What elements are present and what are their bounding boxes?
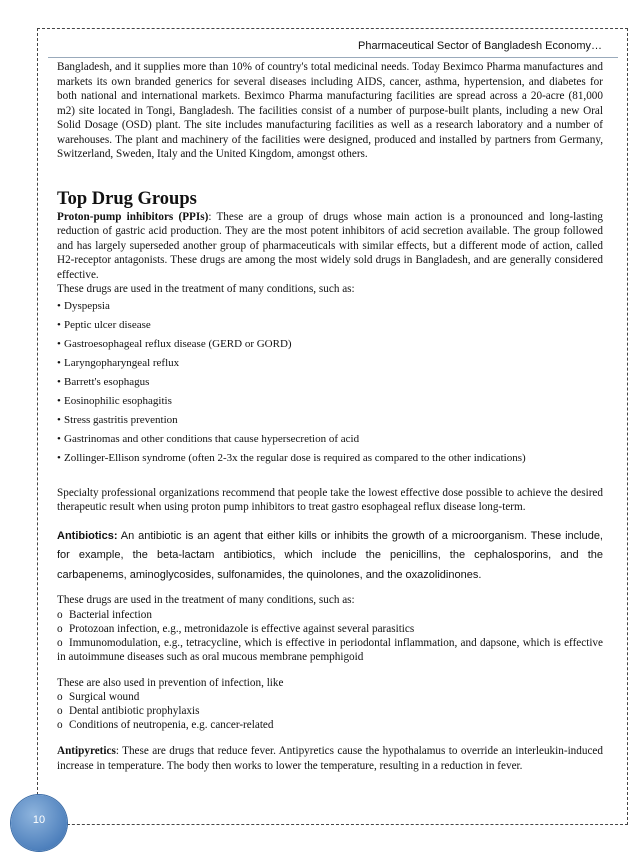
bullet-glyph: •: [57, 451, 61, 464]
circle-bullet: o: [57, 719, 63, 731]
circle-bullet: o: [57, 636, 63, 649]
list-item: o Protozoan infection, e.g., metronidazole is effective against several parasitics: [57, 622, 415, 635]
bullet-glyph: •: [57, 318, 61, 331]
list-item: • Stress gastritis prevention: [57, 411, 603, 430]
bullet-glyph: •: [57, 375, 61, 388]
header-rule: [48, 57, 618, 58]
antibiotics-lead: Antibiotics:: [57, 529, 118, 542]
running-header: Pharmaceutical Sector of Bangladesh Economy…: [358, 40, 602, 52]
antibiotics-paragraph: [57, 527, 603, 586]
ppi-text: : These are a group of drugs whose main action is a pronounced and long-lasting reduction of gastric acid production. They are the most potent inhibitors of acid secretion available. The group followed and has largely superseded another group of pharmaceuticals with similar effects, but a different mode of action, called H2-receptor antagonists. These drugs are among the most widely sold drugs in Bangladesh, and are generally considered effective.: [57, 210, 603, 281]
antibiotics-conditions-list: [57, 608, 603, 664]
ppi-uses-intro: These drugs are used in the treatment of many conditions, such as:: [57, 283, 355, 295]
list-item: o Dental antibiotic prophylaxis: [57, 705, 200, 717]
antipyretics-text: : These are drugs that reduce fever. Antipyretics cause the hypothalamus to override an interleukin-induced increase in temperature. The body then works to lower the temperature, resulting in a reduction in fever.: [57, 745, 603, 772]
circle-bullet: o: [57, 608, 63, 621]
section-heading: Top Drug Groups: [57, 188, 197, 209]
list-item: • Gastrinomas and other conditions that cause hypersecretion of acid: [57, 430, 603, 449]
list-item: o Surgical wound: [57, 691, 140, 703]
antipyretics-lead: Antipyretics: [57, 745, 116, 757]
list-item: • Dyspepsia: [57, 297, 603, 316]
intro-paragraph: Bangladesh, and it supplies more than 10% of country's total medicinal needs. Today Beximco Pharma manufactures and markets its own branded generics for several diseases including AIDS, cancer, asthma, hypertension, and diabetes for both national and international markets. Beximco Pharma manufacturing facilities are spread across a 20-acre (81,000 m2) site located in Tongi, Bangladesh. The facilities consist of a number of purpose-built plants, including a new Oral Solid Dosage (OSD) plant. The site includes manufacturing facilities as well as a research laboratory and a number of warehouses. The plant and machinery of the facilities were designed, produced and installed by partners from Germany, Switzerland, Sweden, Italy and the United Kingdom, amongst others.: [57, 61, 603, 160]
list-item: • Eosinophilic esophagitis: [57, 392, 603, 411]
circle-bullet: o: [57, 705, 63, 717]
bullet-glyph: •: [57, 432, 61, 445]
bullet-glyph: •: [57, 394, 61, 407]
ppi-conditions-list: [57, 297, 603, 468]
page-number-badge: [11, 795, 67, 851]
antibiotics-text: An antibiotic is an agent that either kills or inhibits the growth of a microorganism. These include, for example, the beta-lactam antibiotics, which include the penicillins, the cephalosporins, and the carbapenems, aminoglycosides, sulfonamides, the quinolones, and the oxazolidinones.: [57, 529, 603, 581]
antipyretics-paragraph: [57, 744, 603, 773]
ppi-lead: Proton-pump inhibitors (PPIs): [57, 210, 209, 223]
bullet-glyph: •: [57, 356, 61, 369]
ppi-paragraph: [57, 210, 603, 283]
list-item: o Conditions of neutropenia, e.g. cancer-related: [57, 719, 274, 731]
circle-bullet: o: [57, 622, 63, 635]
bullet-glyph: •: [57, 413, 61, 426]
page-number: 10: [32, 814, 46, 826]
prevention-list: [57, 690, 603, 732]
list-item: • Barrett's esophagus: [57, 373, 603, 392]
list-item: • Gastroesophageal reflux disease (GERD or GORD): [57, 335, 603, 354]
list-item: • Laryngopharyngeal reflux: [57, 354, 603, 373]
prevention-intro: These are also used in prevention of infection, like: [57, 676, 284, 689]
list-item: o Immunomodulation, e.g., tetracycline, which is effective in periodontal inflammation, and dapsone, which is effective in autoimmune diseases such as oral mucous membrane pemphigoid: [57, 636, 603, 663]
ppi-recommendation: Specialty professional organizations recommend that people take the lowest effective dose possible to achieve the desired therapeutic result when using proton pump inhibitors to treat gastro esophageal reflux disease long-term.: [57, 486, 603, 513]
page-content: [57, 60, 603, 773]
bullet-glyph: •: [57, 337, 61, 350]
list-item: • Zollinger-Ellison syndrome (often 2-3x the regular dose is required as compared to the other indications): [57, 449, 603, 468]
list-item: o Bacterial infection: [57, 608, 152, 621]
bullet-glyph: •: [57, 299, 61, 312]
antibiotics-uses-intro: These drugs are used in the treatment of many conditions, such as:: [57, 594, 355, 606]
circle-bullet: o: [57, 691, 63, 703]
list-item: • Peptic ulcer disease: [57, 316, 603, 335]
